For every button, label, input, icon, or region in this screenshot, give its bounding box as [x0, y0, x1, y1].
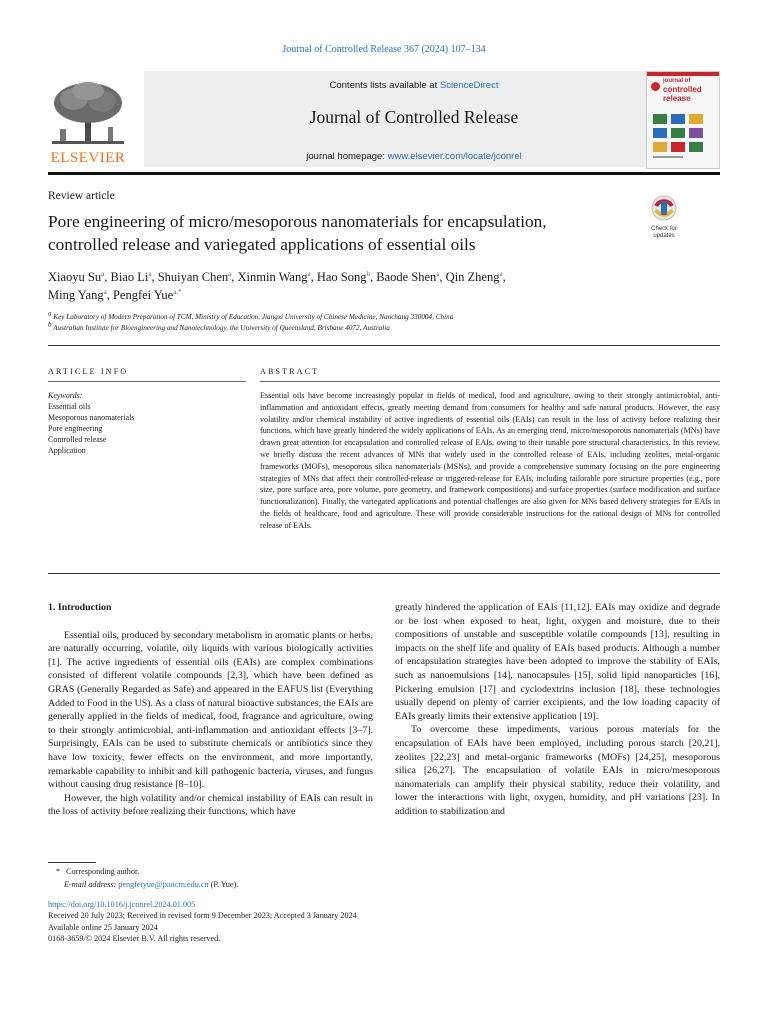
author-name[interactable]: Xiaoyu Su [48, 270, 102, 284]
footnote-rule [48, 862, 96, 863]
keyword-item: Application [48, 446, 86, 455]
abstract-text: Essential oils have become increasingly popular in fields of medical, food and agriculture, owing to their strongly antimicrobial, anti-inflammation and antioxidant effects, greatly meeting demand from consumers for healthy and safe natural products. However, the easy volatility and/or chemical instability of active ingredients of essential oils (EAIs) can result in the loss of activity before realizing their functions, which have greatly hindered the widely applications of EAIs. As an emerging trend, micro/mesoporous nanomaterials (MNs) have drawn great attention for encapsulation and controlled release of EAIs, owing to their tunable pore structural characteristics. In this review, we briefly discuss the recent advances of MNs that widely used in the controlled release of EAIs, including zeolites, metal-organic frameworks (MOFs), mesoporous silica nanomaterials (MSNs), and provide a comprehensive summary focusing on the pore engineering strategies of MNs that affect their controlled-release or triggered-release for EAIs, including tailorable pore structure properties (e.g., pore size, pore surface area, pore volume, pore geometry, and framework compositions) and surface properties (surface modification and surface functionalization). Finally, the variegated applications and potential challenges are also given for MNs based delivery strategies for EAIs in the fields of healthcare, food and agriculture. These will provide considerable instructions for the rational design of MNs for controlled release of EAIs. [260, 391, 720, 530]
author-name[interactable]: Xinmin Wang [237, 270, 308, 284]
keywords-label: Keywords: [48, 391, 83, 400]
body-paragraph: To overcome these impediments, various porous materials for the encapsulation of EAIs have been employed, including porous starch [20,21], zeolites [22,23] and metal-organic frameworks (MOFs) [24,25], mesoporous silica [26,27]. The encapsulation of volatile EAIs in micro/mesoporous nanomaterials can amplify their physical stability, reduce their volatility, and lower the interactions with light, oxygen, humidity, and pH variations [23]. In addition to stabilization and [395, 724, 720, 817]
article-title: Pore engineering of micro/mesoporous nanomaterials for encapsulation, controlled release and variegated applications of essential oils [48, 212, 547, 254]
homepage-prefix: journal homepage: [306, 151, 388, 162]
keyword-item: Pore engineering [48, 424, 103, 433]
introduction-heading: 1. Introduction [48, 602, 112, 613]
section-divider-top [48, 345, 720, 346]
check-for-updates-label [643, 226, 685, 240]
body-paragraph: greatly hindered the application of EAIs [11,12]. EAIs may oxidize and degrade or be lost when exposed to heat, light, oxygen and moisture, due to their compositions of unstable and susceptible volatile compounds [13], resulting in impacts on the shelf life and quality of EAIs based products. Although a number of encapsulation strategies have been adopted to improve the stability of EAIs, such as nanoemulsions [14], nanocapsules [15], solid lipid nanoparticles [16], Pickering emulsion [17] and cyclodextrins inclusion [18], these technologies usually depend on plenty of carrier excipients, and the low loading capacity of EAIs greatly limits their extensive application [19]. [395, 602, 720, 722]
author-email-link[interactable]: pengfeiyue@jxutcm.edu.cn [118, 880, 209, 889]
affiliation-label: b [48, 320, 52, 329]
author-separator: , [370, 270, 377, 284]
homepage-line [144, 151, 684, 162]
journal-name: Journal of Controlled Release [309, 107, 519, 127]
author-affiliation-marker[interactable]: a [103, 287, 107, 296]
author-separator: , [439, 270, 446, 284]
author-affiliation-marker[interactable]: a [499, 269, 503, 278]
keyword-item: Mesoporous nanomaterials [48, 413, 135, 422]
online-date: Available online 25 January 2024 [48, 922, 158, 932]
author-name[interactable]: Shuiyan Chen [157, 270, 229, 284]
abstract-heading: ABSTRACT [260, 367, 320, 376]
author-name[interactable]: Baode Shen [376, 270, 437, 284]
contents-prefix: Contents lists available at [329, 80, 440, 91]
journal-citation[interactable]: Journal of Controlled Release 367 (2024) 107–134 [282, 44, 486, 55]
cover-top-stripe [647, 72, 719, 76]
affiliation-text: Key Laboratory of Modern Preparation of TCM, Ministry of Education, Jiangxi University of Chinese Medicine, Nanchang 330004, China [51, 313, 454, 321]
author-affiliation-marker[interactable]: a [148, 269, 152, 278]
author-name[interactable]: Hao Song [316, 270, 367, 284]
elsevier-tree-icon [48, 79, 128, 149]
body-paragraph: Essential oils, produced by secondary metabolism in aromatic plants or herbs, are naturally occurring, volatile, oily liquids with various biologically activities [1]. The active ingredients of essential oils (EAIs) are complex combinations consisted of different volatile compounds [2,3], which have been defined as GRAS (Generally Regarded as Safe) and appeared in the EAFUS list (Everything Added to Food in the US). As a class of natural bioactive substances, the EAIs are generally applied in the fields of medical, food, fragrance and agriculture, owing to their strongly antimicrobial, anti-inflammation and antioxidant effects [3–7]. Surprisingly, EAIs can be used to substitute chemicals or antibiotics since they have low toxicity, fewer effects on the environment, and more importantly, remarkable capability to inhibit and kill pathogenic bacteria, viruses, and fungus without causing drug resistance [8–10]. [48, 629, 373, 791]
email-suffix: (P. Yue). [208, 880, 239, 889]
abstract-rule [260, 381, 720, 382]
article-meta [48, 899, 357, 944]
author-separator: , [231, 270, 238, 284]
section-divider-bottom [48, 573, 720, 574]
corresponding-author-label: Corresponding author. [66, 867, 140, 876]
publisher-name: ELSEVIER [50, 150, 126, 166]
author-separator: , [151, 270, 158, 284]
keyword-item: Essential oils [48, 402, 91, 411]
header-divider [48, 172, 720, 175]
header-title-block [144, 71, 684, 167]
elsevier-logo[interactable] [48, 79, 128, 167]
article-info-heading: ARTICLE INFO [48, 367, 129, 376]
author-name[interactable]: Qin Zheng [445, 270, 500, 284]
article-type: Review article [48, 190, 115, 202]
journal-cover-thumbnail[interactable] [646, 71, 720, 169]
author-affiliation-marker[interactable]: a [228, 269, 232, 278]
author-name[interactable]: Ming Yang [48, 288, 104, 302]
author-affiliation-marker[interactable]: a [307, 269, 311, 278]
check-for-updates-button[interactable] [643, 195, 685, 243]
doi-link[interactable]: https://doi.org/10.1016/j.jconrel.2024.01.005 [48, 900, 196, 909]
body-column-right [395, 601, 720, 819]
author-name[interactable]: Biao Li [110, 270, 149, 284]
footnote [48, 865, 238, 891]
author-separator: , [106, 288, 113, 302]
body-column-left [48, 601, 373, 819]
author-affiliation-marker[interactable]: b [366, 269, 370, 278]
check-for-updates-icon [643, 195, 685, 221]
email-label: E-mail address: [64, 880, 119, 889]
affiliation-text: Australian Institute for Bioengineering and Nanotechnology, the University of Queensland, Brisbane 4072, Australia [51, 324, 390, 332]
author-separator: , [502, 270, 506, 284]
cover-artwork-icon [647, 112, 719, 162]
sciencedirect-link[interactable]: ScienceDirect [439, 80, 499, 91]
cover-title-line3: release [663, 94, 691, 103]
author-affiliation-marker[interactable]: a [436, 269, 440, 278]
cover-title [663, 78, 702, 103]
affiliation-item [48, 320, 688, 334]
article-info-rule [48, 381, 246, 382]
journal-header [48, 71, 720, 174]
received-dates: Received 20 July 2023; Received in revised form 9 December 2023; Accepted 3 January 2024 [48, 911, 357, 921]
copyright: 0168-3659/© 2024 Elsevier B.V. All rights reserved. [48, 933, 221, 943]
author-list [48, 268, 648, 304]
author-name[interactable]: Pengfei Yue [112, 288, 174, 302]
check-updates-line1: Check for [651, 226, 677, 232]
check-updates-line2: updates [653, 233, 675, 239]
body-paragraph: However, the high volatility and/or chemical instability of EAIs can result in the loss of activity before realizing their functions, which have [48, 792, 373, 818]
cover-title-line1: journal of [663, 78, 691, 84]
keyword-item: Controlled release [48, 435, 107, 444]
contents-line [144, 80, 684, 91]
journal-homepage-link[interactable]: www.elsevier.com/locate/jconrel [387, 151, 522, 162]
author-separator: , [310, 270, 317, 284]
affiliations [48, 309, 688, 334]
cover-title-line2: controlled [663, 85, 702, 94]
author-separator: , [104, 270, 111, 284]
cover-logo-icon [651, 82, 660, 91]
affiliation-item [48, 309, 688, 323]
keywords-block [48, 390, 246, 456]
author-affiliation-marker[interactable]: a [101, 269, 105, 278]
email-line [48, 878, 238, 891]
corresponding-author-note: * Corresponding author. [56, 867, 140, 876]
affiliation-label: a [48, 309, 52, 318]
author-affiliation-marker[interactable]: a,* [173, 287, 182, 296]
